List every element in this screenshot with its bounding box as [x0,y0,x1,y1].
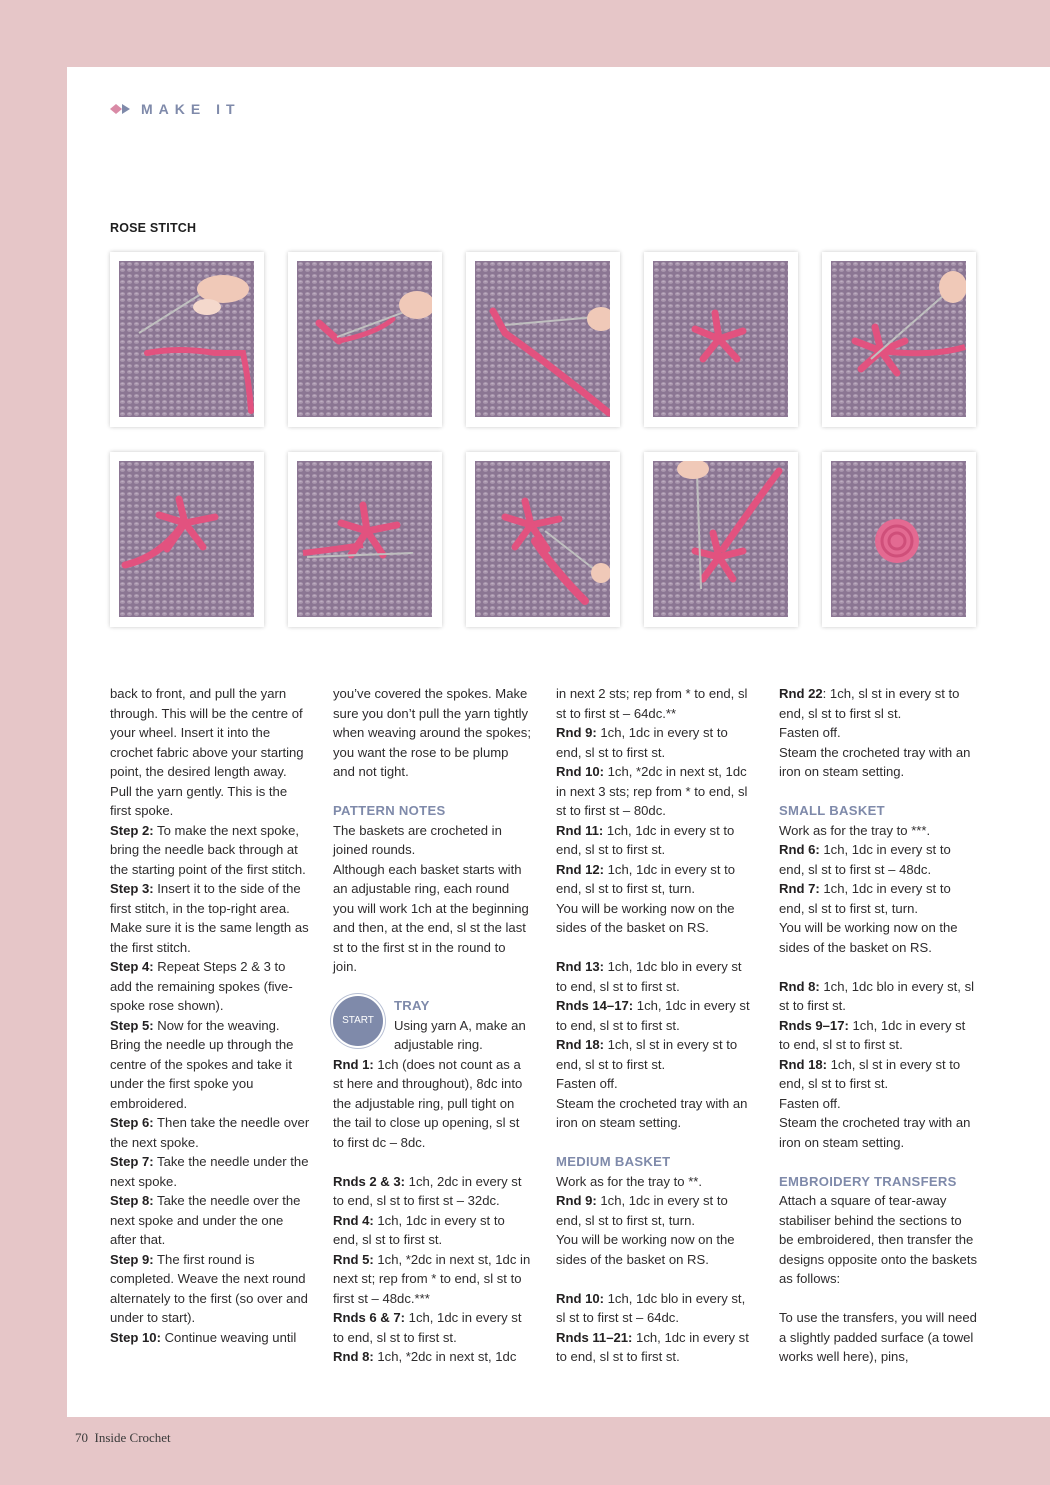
text-column-1 [110,684,310,1347]
tray-rnd-13: Rnd 13: 1ch, 1dc blo in every st to end, sl st to first st. [556,959,742,994]
step-photo-7 [288,452,442,627]
small-rnd-6: Rnd 6: 1ch, 1dc in every st to end, sl st to first st – 48dc. [779,842,951,877]
tray-header [333,996,533,1052]
pattern-note-2: Although each basket starts with an adjustable ring, each round you will work 1ch at the beginning and then, at the end, sl st the last st to the first st in the round to join. [333,861,529,974]
tray-rnd-11: Rnd 11: 1ch, 1dc in every st to end, sl st to first st. [556,822,735,857]
small-fasten-off: Fasten off. [779,1095,841,1111]
small-rnd-8: Rnd 8: 1ch, 1dc blo in every st, sl st to first st. [779,978,975,1013]
small-steam: Steam the crocheted tray with an iron on steam setting. [779,1115,971,1150]
pattern-note-1: The baskets are crocheted in joined rounds. [333,822,502,857]
text-column-2 [333,684,533,1367]
embroidery-transfers-heading: EMBROIDERY TRANSFERS [779,1173,957,1189]
tray-rnds-2-3: Rnds 2 & 3: 1ch, 2dc in every st to end, sl st to first st – 32dc. [333,1173,522,1208]
small-rnds-9-17: Rnds 9–17: 1ch, 1dc in every st to end, sl st to first st. [779,1017,966,1052]
step-2: Step 2: To make the next spoke, bring the needle back through at the starting point of the first stitch. [110,822,306,877]
step-photo-5 [822,252,976,427]
step-1-continued: back to front, and pull the yarn through. This will be the centre of your wheel. Insert it into the crochet fabric above your starting point, the desired length away. Pull the yarn gently. This is the first spoke. [110,686,304,818]
step-photo-8 [466,452,620,627]
section-header [110,101,241,117]
step-10: Step 10: Continue weaving until [110,1329,297,1345]
magazine-name: Inside Crochet [94,1430,171,1445]
small-basket-heading: SMALL BASKET [779,803,885,818]
text-column-4 [779,684,979,1367]
start-badge: START [333,996,383,1046]
medium-intro: Work as for the tray to **. [556,1173,703,1189]
pattern-notes-heading: PATTERN NOTES [333,803,446,818]
tray-sides-note: You will be working now on the sides of the basket on RS. [556,900,735,935]
step-photo-4 [644,252,798,427]
step-7: Step 7: Take the needle under the next spoke. [110,1154,309,1189]
step-5: Step 5: Now for the weaving. Bring the needle up through the centre of the spokes and take it under the first spoke you embroidered. [110,1017,294,1111]
medium-sides-note: You will be working now on the sides of the basket on RS. [556,1232,735,1267]
medium-steam: Steam the crocheted tray with an iron on steam setting. [779,744,971,779]
step-4: Step 4: Repeat Steps 2 & 3 to add the remaining spokes (five-spoke rose shown). [110,959,293,1013]
page-number: 70 [75,1430,88,1445]
rose-stitch-title: ROSE STITCH [110,221,197,235]
text-column-3 [556,684,756,1367]
medium-fasten-off: Fasten off. [779,725,841,740]
tray-rnd-5: Rnd 5: 1ch, *2dc in next st, 1dc in next st; rep from * to end, sl st to first st – 48dc.*** [333,1251,531,1306]
tray-rnd-8: Rnd 8: 1ch, *2dc in next st, 1dc [333,1349,517,1364]
small-sides-note: You will be working now on the sides of the basket on RS. [779,920,958,955]
step-9: Step 9: The first round is completed. Weave the next round alternately to the first (so over and under to start). [110,1251,308,1325]
tray-rnd-4: Rnd 4: 1ch, 1dc in every st to end, sl st to first st. [333,1212,505,1247]
step-10-continued: you’ve covered the spokes. Make sure you don’t pull the yarn tightly when weaving around the spokes; you want the rose to be plump and not tight. [333,686,531,779]
double-arrow-icon [110,103,132,115]
tray-heading: TRAY [394,998,430,1013]
medium-rnd-9: Rnd 9: 1ch, 1dc in every st to end, sl st to first st, turn. [556,1193,728,1228]
tray-rnds-14-17: Rnds 14–17: 1ch, 1dc in every st to end, sl st to first st. [556,998,750,1033]
small-rnd-7: Rnd 7: 1ch, 1dc in every st to end, sl st to first st, turn. [779,881,951,916]
tray-fasten-off: Fasten off. [556,1076,618,1091]
tray-steam: Steam the crocheted tray with an iron on steam setting. [556,1095,748,1130]
tray-rnd-18: Rnd 18: 1ch, sl st in every st to end, sl st to first st. [556,1037,738,1072]
step-photo-2 [288,252,442,427]
tray-rnd-10: Rnd 10: 1ch, *2dc in next st, 1dc in next 3 sts; rep from * to end, sl st to first st – 80dc. [556,764,748,818]
medium-rnd-22: Rnd 22: 1ch, sl st in every st to end, sl st to first sl st. [779,686,960,721]
step-photo-6 [110,452,264,627]
tray-rnd-12: Rnd 12: 1ch, 1dc in every st to end, sl st to first st, turn. [556,861,736,896]
step-photo-9 [644,452,798,627]
step-6: Step 6: Then take the needle over the next spoke. [110,1115,310,1150]
tray-intro: Using yarn A, make an adjustable ring. [394,1017,526,1052]
section-label: MAKE IT [141,101,241,117]
tray-rnd-1: Rnd 1: 1ch (does not count as a st here and throughout), 8dc into the adjustable ring, pull tight on the tail to close up opening, sl st to first dc – 8dc. [333,1056,523,1150]
medium-rnd-10: Rnd 10: 1ch, 1dc blo in every st, sl st to first st – 64dc. [556,1290,746,1325]
embroidery-intro: Attach a square of tear-away stabiliser behind the sections to be embroidered, then transfer the designs opposite onto the baskets as follows: [779,1193,977,1286]
medium-rnds-11-21: Rnds 11–21: 1ch, 1dc in every st to end, sl st to first st. [556,1329,749,1364]
page-footer [75,1430,171,1446]
tray-rnd-9: Rnd 9: 1ch, 1dc in every st to end, sl st to first st. [556,725,728,760]
embroidery-transfer-instructions: To use the transfers, you will need a slightly padded surface (a towel works well here), pins, [779,1310,977,1364]
step-photo-1 [110,252,264,427]
step-photo-10 [822,452,976,627]
step-3: Step 3: Insert it to the side of the first stitch, in the top-right area. Make sure it is the same length as the first stitch. [110,881,309,955]
step-photo-3 [466,252,620,427]
medium-basket-heading: MEDIUM BASKET [556,1154,671,1169]
small-intro: Work as for the tray to ***. [779,822,931,838]
tray-rnd-8-continued: in next 2 sts; rep from * to end, sl st to first st – 64dc.** [556,686,748,721]
small-rnd-18: Rnd 18: 1ch, sl st in every st to end, sl st to first st. [779,1056,961,1091]
tray-rnds-6-7: Rnds 6 & 7: 1ch, 1dc in every st to end, sl st to first st. [333,1310,522,1345]
step-8: Step 8: Take the needle over the next spoke and under the one after that. [110,1193,301,1247]
